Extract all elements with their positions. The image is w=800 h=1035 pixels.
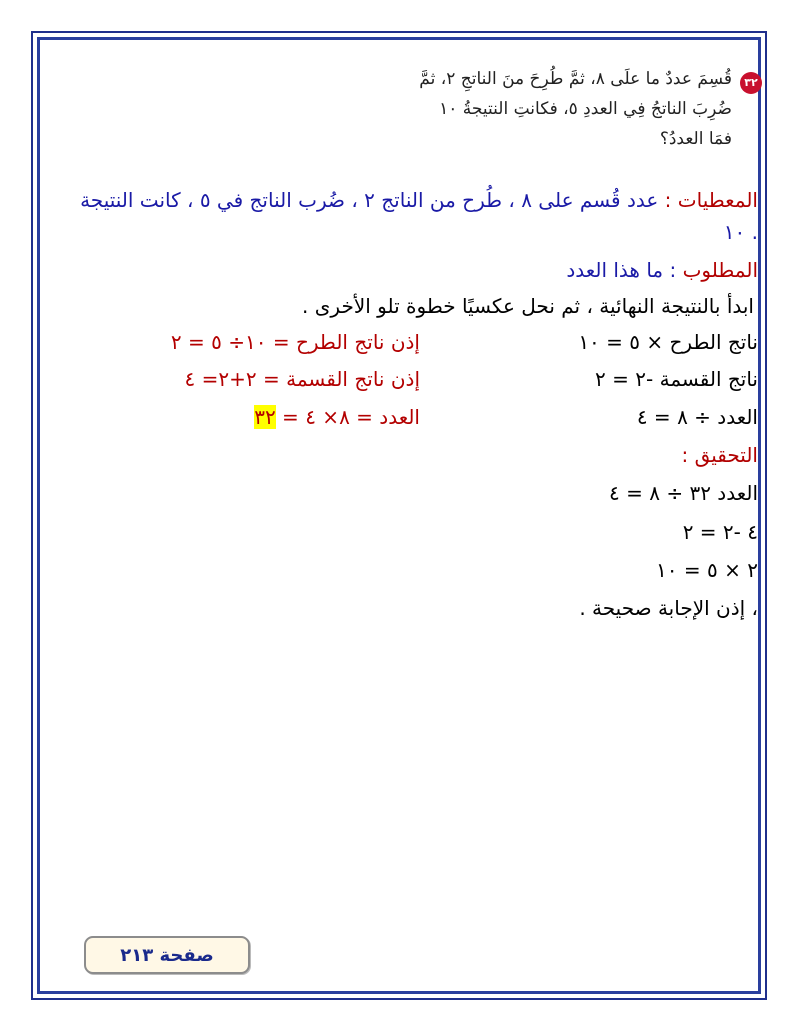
problem-statement [172, 64, 758, 154]
page-number-badge [84, 936, 250, 974]
final-answer-highlight: ٣٢ [254, 405, 276, 429]
required-text: : ما هذا العدد [566, 258, 683, 282]
verify-label-line [681, 443, 758, 467]
problem-line-2: ضُرِبَ الناتجُ فِي العددِ ٥، فكانتِ النتيجةُ ١٠ [439, 99, 732, 119]
givens-line [80, 188, 758, 212]
page-frame-inner [37, 37, 761, 994]
verify-line-2: ٤ -٢ = ٢ [682, 520, 758, 544]
step-1-left: إذن ناتج الطرح = ١٠÷ ٥ = ٢ [170, 330, 420, 354]
step-2-right: ناتج القسمة -٢ = ٢ [595, 367, 758, 391]
givens-line-2: ١٠ . [723, 220, 758, 244]
page-number-label: صفحة ٢١٣ [120, 944, 214, 966]
problem-line-1: قُسِمَ عددٌ ما علَى ٨، ثمَّ طُرِحَ منَ الناتجِ ٢، ثمَّ [419, 69, 732, 89]
verify-conclusion: ، إذن الإجابة صحيحة . [579, 596, 758, 620]
problem-number-badge: ٣٢ [740, 72, 762, 94]
step-1-right: ناتج الطرح × ٥ = ١٠ [578, 330, 758, 354]
step-3-right: العدد ÷ ٨ = ٤ [636, 405, 758, 429]
verify-label: التحقيق : [681, 443, 758, 467]
step-3-left [254, 405, 420, 429]
required-label: المطلوب [682, 258, 758, 282]
verify-line-3: ٢ × ٥ = ١٠ [656, 558, 758, 582]
step-2-left: إذن ناتج القسمة = ٢+٢= ٤ [184, 367, 420, 391]
required-line [566, 258, 758, 282]
solution-intro: ابدأ بالنتيجة النهائية ، ثم نحل عكسيًا خطوة تلو الأخرى . [302, 294, 754, 318]
verify-line-1: العدد ٣٢ ÷ ٨ = ٤ [608, 481, 758, 505]
step-3-left-prefix: العدد = ٨× ٤ = [275, 405, 420, 429]
problem-line-3: فمَا العددُ؟ [659, 129, 732, 149]
givens-label: المعطيات : [664, 188, 758, 212]
givens-text: عدد قُسم على ٨ ، طُرح من الناتج ٢ ، ضُرب الناتج في ٥ ، كانت النتيجة [80, 188, 665, 212]
